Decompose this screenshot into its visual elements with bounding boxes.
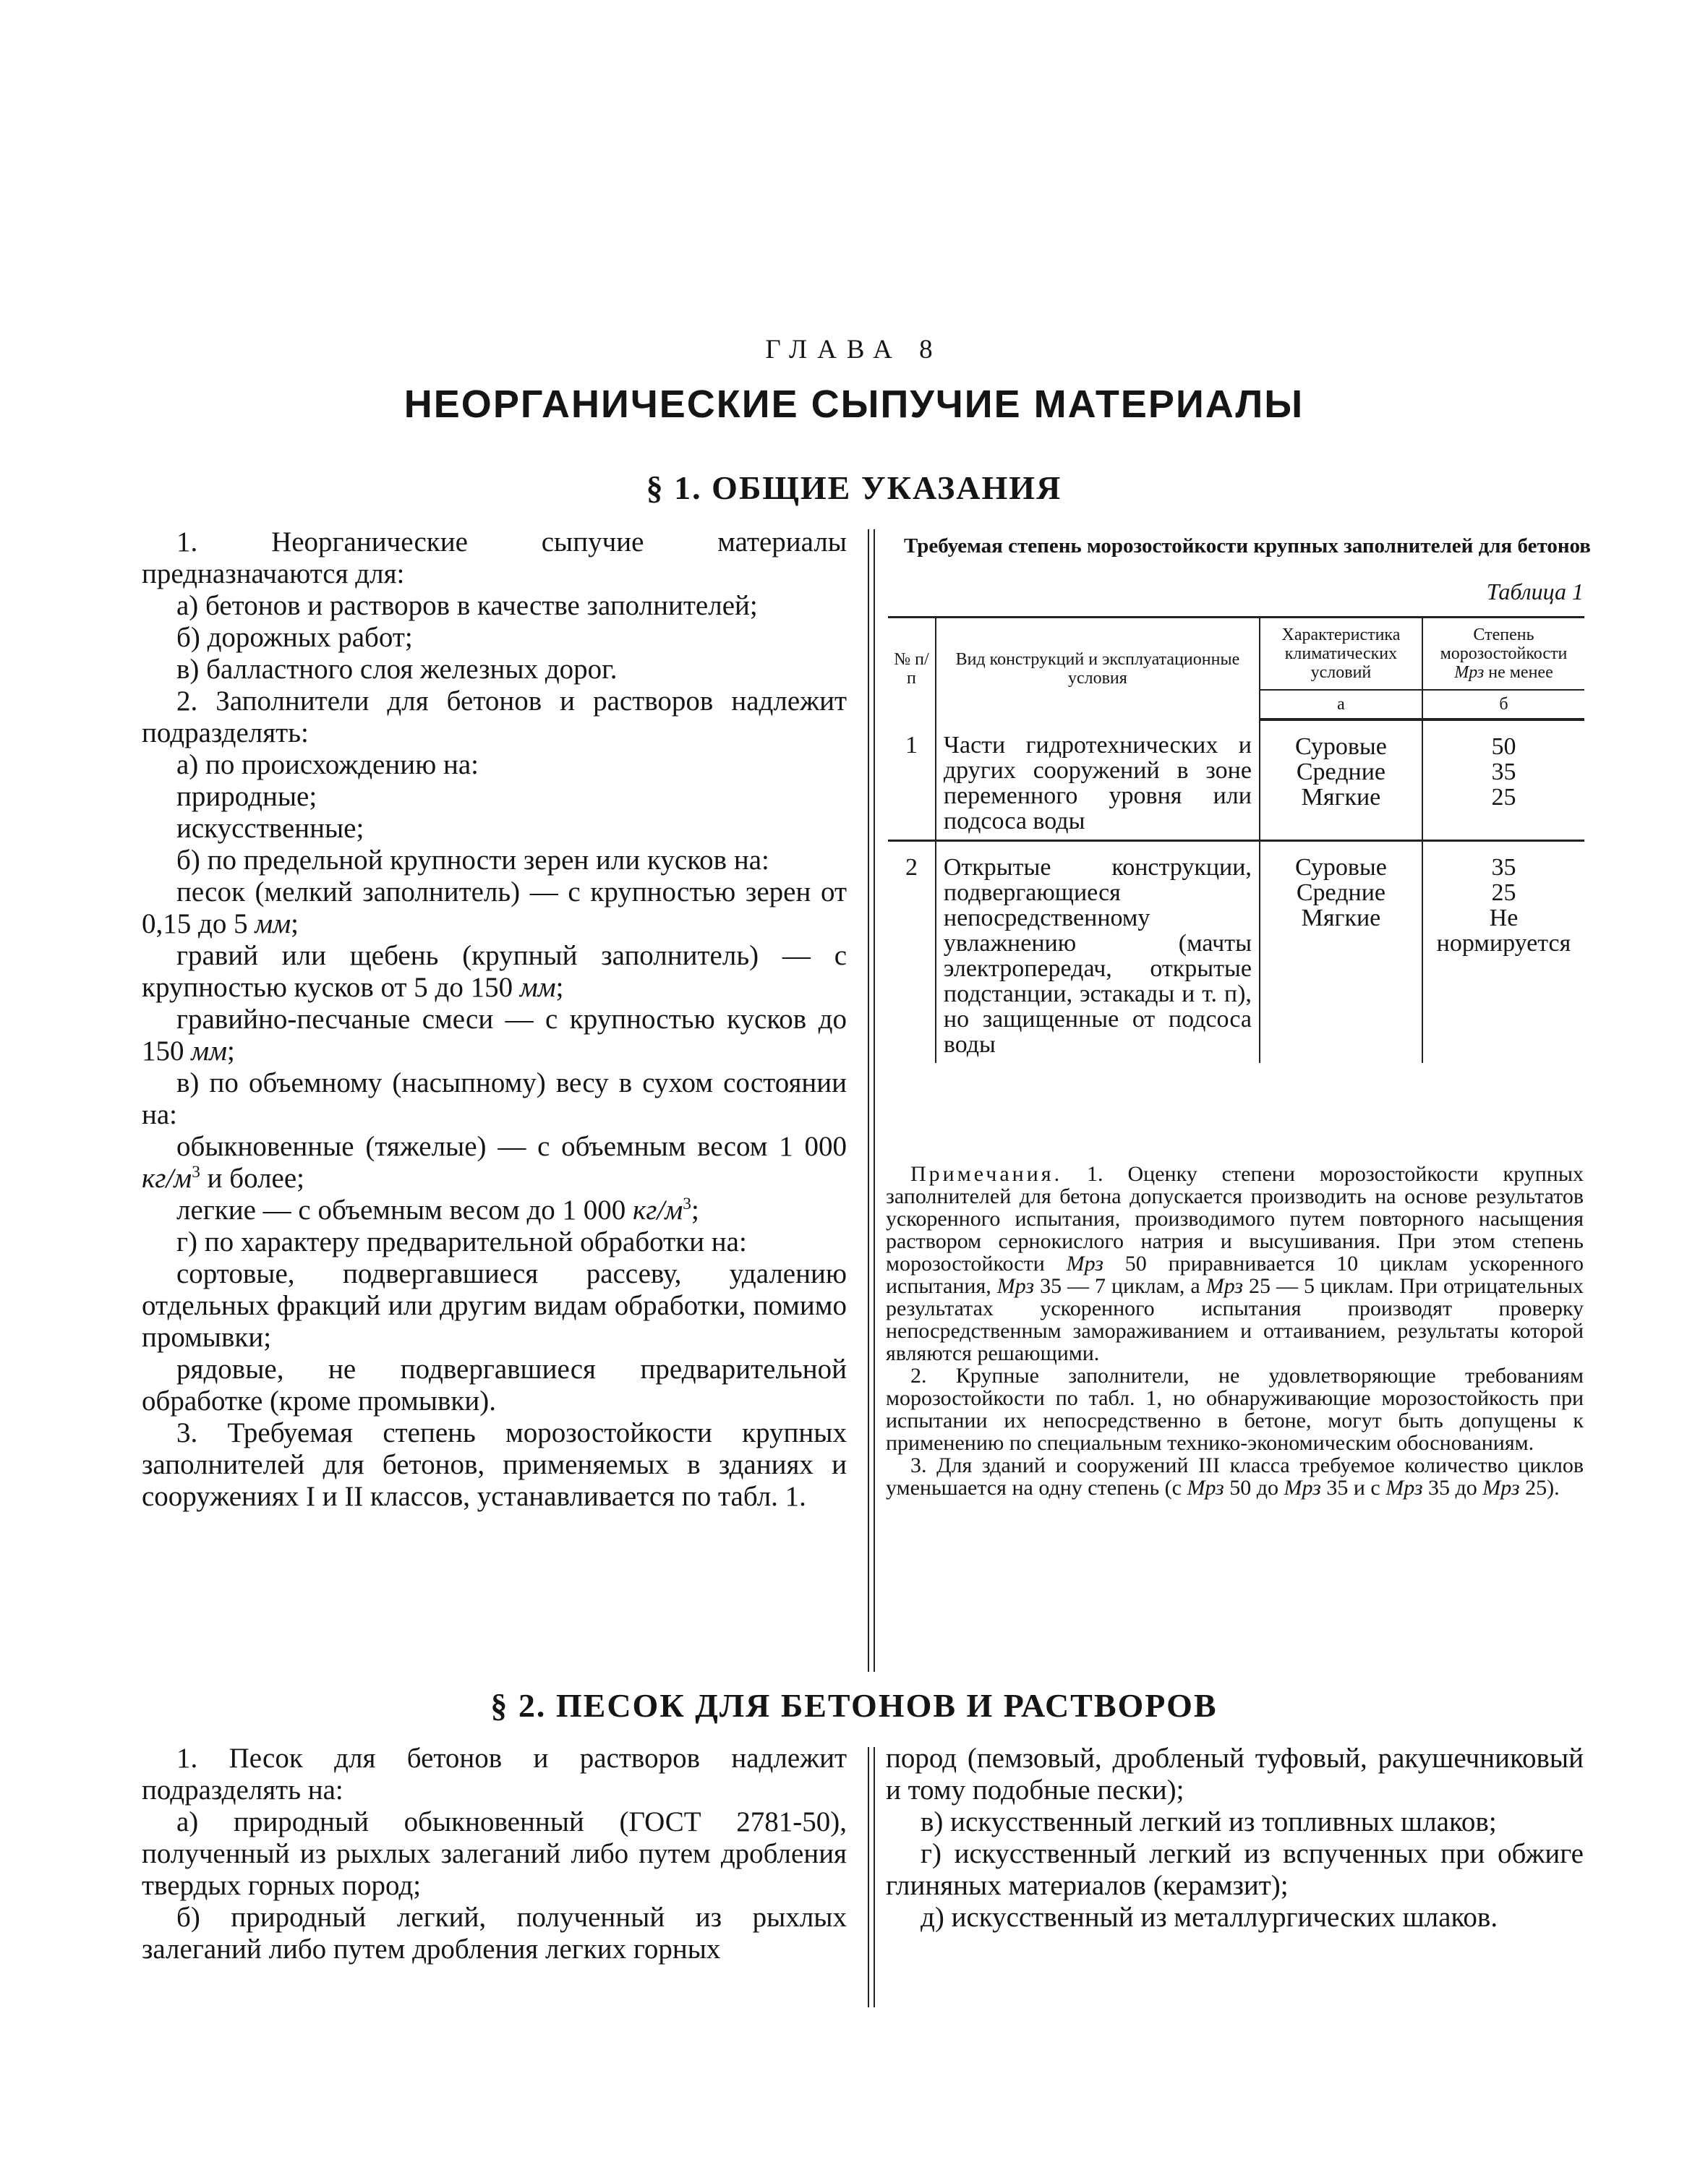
text: Мрз: [1187, 1476, 1224, 1500]
cell-kind: Части гидротехнических и других сооружений в зоне переменного уровня или подсоса воды: [936, 719, 1260, 841]
text: Средние: [1296, 759, 1385, 785]
text: Степень морозостойкости: [1440, 625, 1568, 663]
list-item: легкие — с объемным весом до 1 000 $кг/м^3$;: [176, 1195, 699, 1226]
list-item: в) по объемному (насыпному) весу в сухом состоянии на:: [142, 1067, 847, 1130]
cell-climate: [1260, 719, 1422, 841]
text: 1. Оценку степени морозостойкости крупных заполнителей для бетона допускается производить на основе результатов ускоренного испытания, производимого путем повторного насыщения раствором сернокислого натрия и высушивания. При этом степень морозостойкости: [886, 1162, 1584, 1276]
column-divider: [868, 529, 875, 1672]
text: Мрз: [1482, 1476, 1520, 1500]
text: 35 до: [1428, 1476, 1477, 1500]
text: 35 — 7 циклам, а: [1040, 1274, 1200, 1298]
text: 35: [1491, 854, 1516, 881]
header-num: № п/п: [888, 618, 936, 720]
list-item: рядовые, не подвергавшиеся предварительной обработке (кроме промывки).: [142, 1354, 847, 1417]
text: 3. Для зданий и сооружений III класса требуемое количество циклов уменьшается на одну степень (с: [886, 1453, 1584, 1500]
text: Суровые: [1295, 733, 1387, 760]
text: Средние: [1296, 879, 1385, 906]
text: 50 приравнивается 10 циклам ускоренного испытания,: [886, 1252, 1584, 1298]
text: 25: [1491, 784, 1516, 811]
text: Мрз: [1385, 1476, 1423, 1500]
column-divider: [868, 1747, 875, 2007]
header-mrz: [1422, 618, 1584, 691]
text: Мрз: [1205, 1274, 1244, 1298]
text: Мягкие: [1301, 784, 1381, 811]
list-item: гравийно-песчаные смеси — с крупностью кусков до 150 мм;: [142, 1004, 847, 1067]
paragraph: 3. Требуемая степень морозостойкости крупных заполнителей для бетонов, применяемых в зданиях и сооружениях I и II классов, устанавливается по табл. 1.: [142, 1417, 847, 1512]
list-item: а) природный обыкновенный (ГОСТ 2781-50), полученный из рыхлых залеганий либо путем дробления твердых горных пород;: [142, 1806, 847, 1901]
text: Мрз: [1284, 1476, 1321, 1500]
text: 25).: [1525, 1476, 1560, 1500]
section-2-right-column: [886, 1743, 1584, 1934]
header-kind: Вид конструкций и эксплуатационные условия: [936, 618, 1260, 720]
frost-resistance-table: [888, 616, 1584, 1063]
table-row: [888, 841, 1584, 1064]
list-item: а) бетонов и растворов в качестве заполнителей;: [176, 590, 758, 621]
chapter-title: НЕОРГАНИЧЕСКИЕ СЫПУЧИЕ МАТЕРИАЛЫ: [403, 383, 1305, 426]
list-item: б) дорожных работ;: [176, 622, 413, 653]
cell-num: 2: [888, 841, 936, 1064]
list-item: в) балластного слоя железных дорог.: [176, 654, 618, 685]
chapter-label: ГЛАВА 8: [765, 335, 943, 364]
paragraph: 1. Песок для бетонов и растворов надлежит подразделять на:: [142, 1743, 847, 1806]
list-item: искусственные;: [176, 813, 364, 844]
section-1-title: § 1. ОБЩИЕ УКАЗАНИЯ: [646, 469, 1062, 506]
header-sub-b: б: [1422, 690, 1584, 719]
text: 35: [1491, 759, 1516, 785]
paragraph: 2. Заполнители для бетонов и растворов надлежит подразделять:: [142, 686, 847, 748]
cell-kind: Открытые конструкции, подвергающиеся непосредственному увлажнению (мачты электропередач, открытые подстанции, эстакады и т. п), но защищенные от подсоса воды: [936, 841, 1260, 1064]
cell-num: 1: [888, 719, 936, 841]
cell-mrz: [1422, 841, 1584, 1064]
table-label: Таблица 1: [1486, 578, 1584, 605]
table-notes: [886, 1163, 1584, 1499]
note-3: [886, 1454, 1584, 1499]
text: Мрз: [996, 1274, 1035, 1298]
note-1: [886, 1163, 1584, 1365]
unit-sup: 3: [683, 1195, 691, 1213]
unit: мм: [255, 908, 291, 939]
section-1-left-column: [142, 526, 847, 1513]
list-item: [142, 1131, 847, 1195]
cell-climate: [1260, 841, 1422, 1064]
paragraph: 1. Неорганические сыпучие материалы предназначаются для:: [142, 526, 847, 589]
section-2-title: § 2. ПЕСОК ДЛЯ БЕТОНОВ И РАСТВОРОВ: [490, 1687, 1218, 1724]
text: Не нормируется: [1436, 905, 1571, 957]
list-item: г) по характеру предварительной обработки на:: [176, 1226, 747, 1257]
text: обыкновенные (тяжелые) — с объемным весом 1 000: [176, 1131, 847, 1162]
list-item: б) по предельной крупности зерен или кусков на:: [176, 845, 769, 876]
text: и более;: [207, 1163, 305, 1194]
list-item: пород (пемзовый, дробленый туфовый, ракушечниковый и тому подобные пески);: [886, 1743, 1584, 1806]
text: легкие — с объемным весом до 1 000: [176, 1195, 626, 1226]
list-item: природные;: [176, 781, 317, 812]
text: 25 — 5 циклам. При отрицательных результатах ускоренного испытания производят проверку непосредственным замораживанием и оттаиванием, результаты которой являются решающими.: [886, 1274, 1584, 1365]
cell-mrz: [1422, 719, 1584, 841]
unit: кг/м: [633, 1195, 683, 1226]
text: 50 до: [1229, 1476, 1279, 1500]
section-2-left-column: [142, 1743, 847, 1965]
text: 50: [1491, 733, 1516, 760]
text: гравийно-песчаные смеси — с крупностью кусков до 150: [142, 1004, 847, 1067]
list-item: а) по происхождению на:: [176, 749, 479, 780]
header-climate: Характеристика климатических условий: [1260, 618, 1422, 691]
table-title: Требуемая степень морозостойкости крупных заполнителей для бетонов: [904, 534, 1591, 558]
text: 35 и с: [1326, 1476, 1380, 1500]
text: песок (мелкий заполнитель) — с крупностью зерен от 0,15 до 5: [142, 876, 847, 939]
list-item: г) искусственный легкий из вспученных при обжиге глиняных материалов (керамзит);: [886, 1838, 1584, 1901]
unit: кг/м: [142, 1163, 192, 1194]
note-2: 2. Крупные заполнители, не удовлетворяющие требованиям морозостойкости по табл. 1, но обнаруживающие морозостойкость при испытании их непосредственно в бетоне, могут быть допущены к применению по специальным технико-экономическим обоснованиям.: [886, 1364, 1584, 1455]
text: не менее: [1488, 663, 1553, 682]
unit: мм: [191, 1035, 228, 1067]
unit: мм: [519, 972, 556, 1003]
list-item: в) искусственный легкий из топливных шлаков;: [921, 1806, 1497, 1837]
text: Мрз: [1066, 1252, 1103, 1276]
text: гравий или щебень (крупный заполнитель) — с крупностью кусков от 5 до 150: [142, 940, 847, 1003]
text: Мрз: [1454, 663, 1485, 682]
list-item: д) искусственный из металлургических шлаков.: [921, 1902, 1498, 1933]
notes-heading: Примечания.: [910, 1162, 1063, 1186]
list-item: гравий или щебень (крупный заполнитель) — с крупностью кусков от 5 до 150 мм;: [142, 940, 847, 1003]
list-item: песок (мелкий заполнитель) — с крупностью зерен от 0,15 до 5 мм;: [142, 876, 847, 939]
text: Мягкие: [1301, 905, 1381, 931]
list-item: б) природный легкий, полученный из рыхлых залеганий либо путем дробления легких горных: [142, 1902, 847, 1965]
unit-sup: 3: [192, 1163, 200, 1182]
table-row: [888, 719, 1584, 841]
text: Суровые: [1295, 854, 1387, 881]
text: 25: [1491, 879, 1516, 906]
list-item: сортовые, подвергавшиеся рассеву, удалению отдельных фракций или другим видам обработки, помимо промывки;: [142, 1258, 847, 1353]
header-sub-a: а: [1260, 690, 1422, 719]
